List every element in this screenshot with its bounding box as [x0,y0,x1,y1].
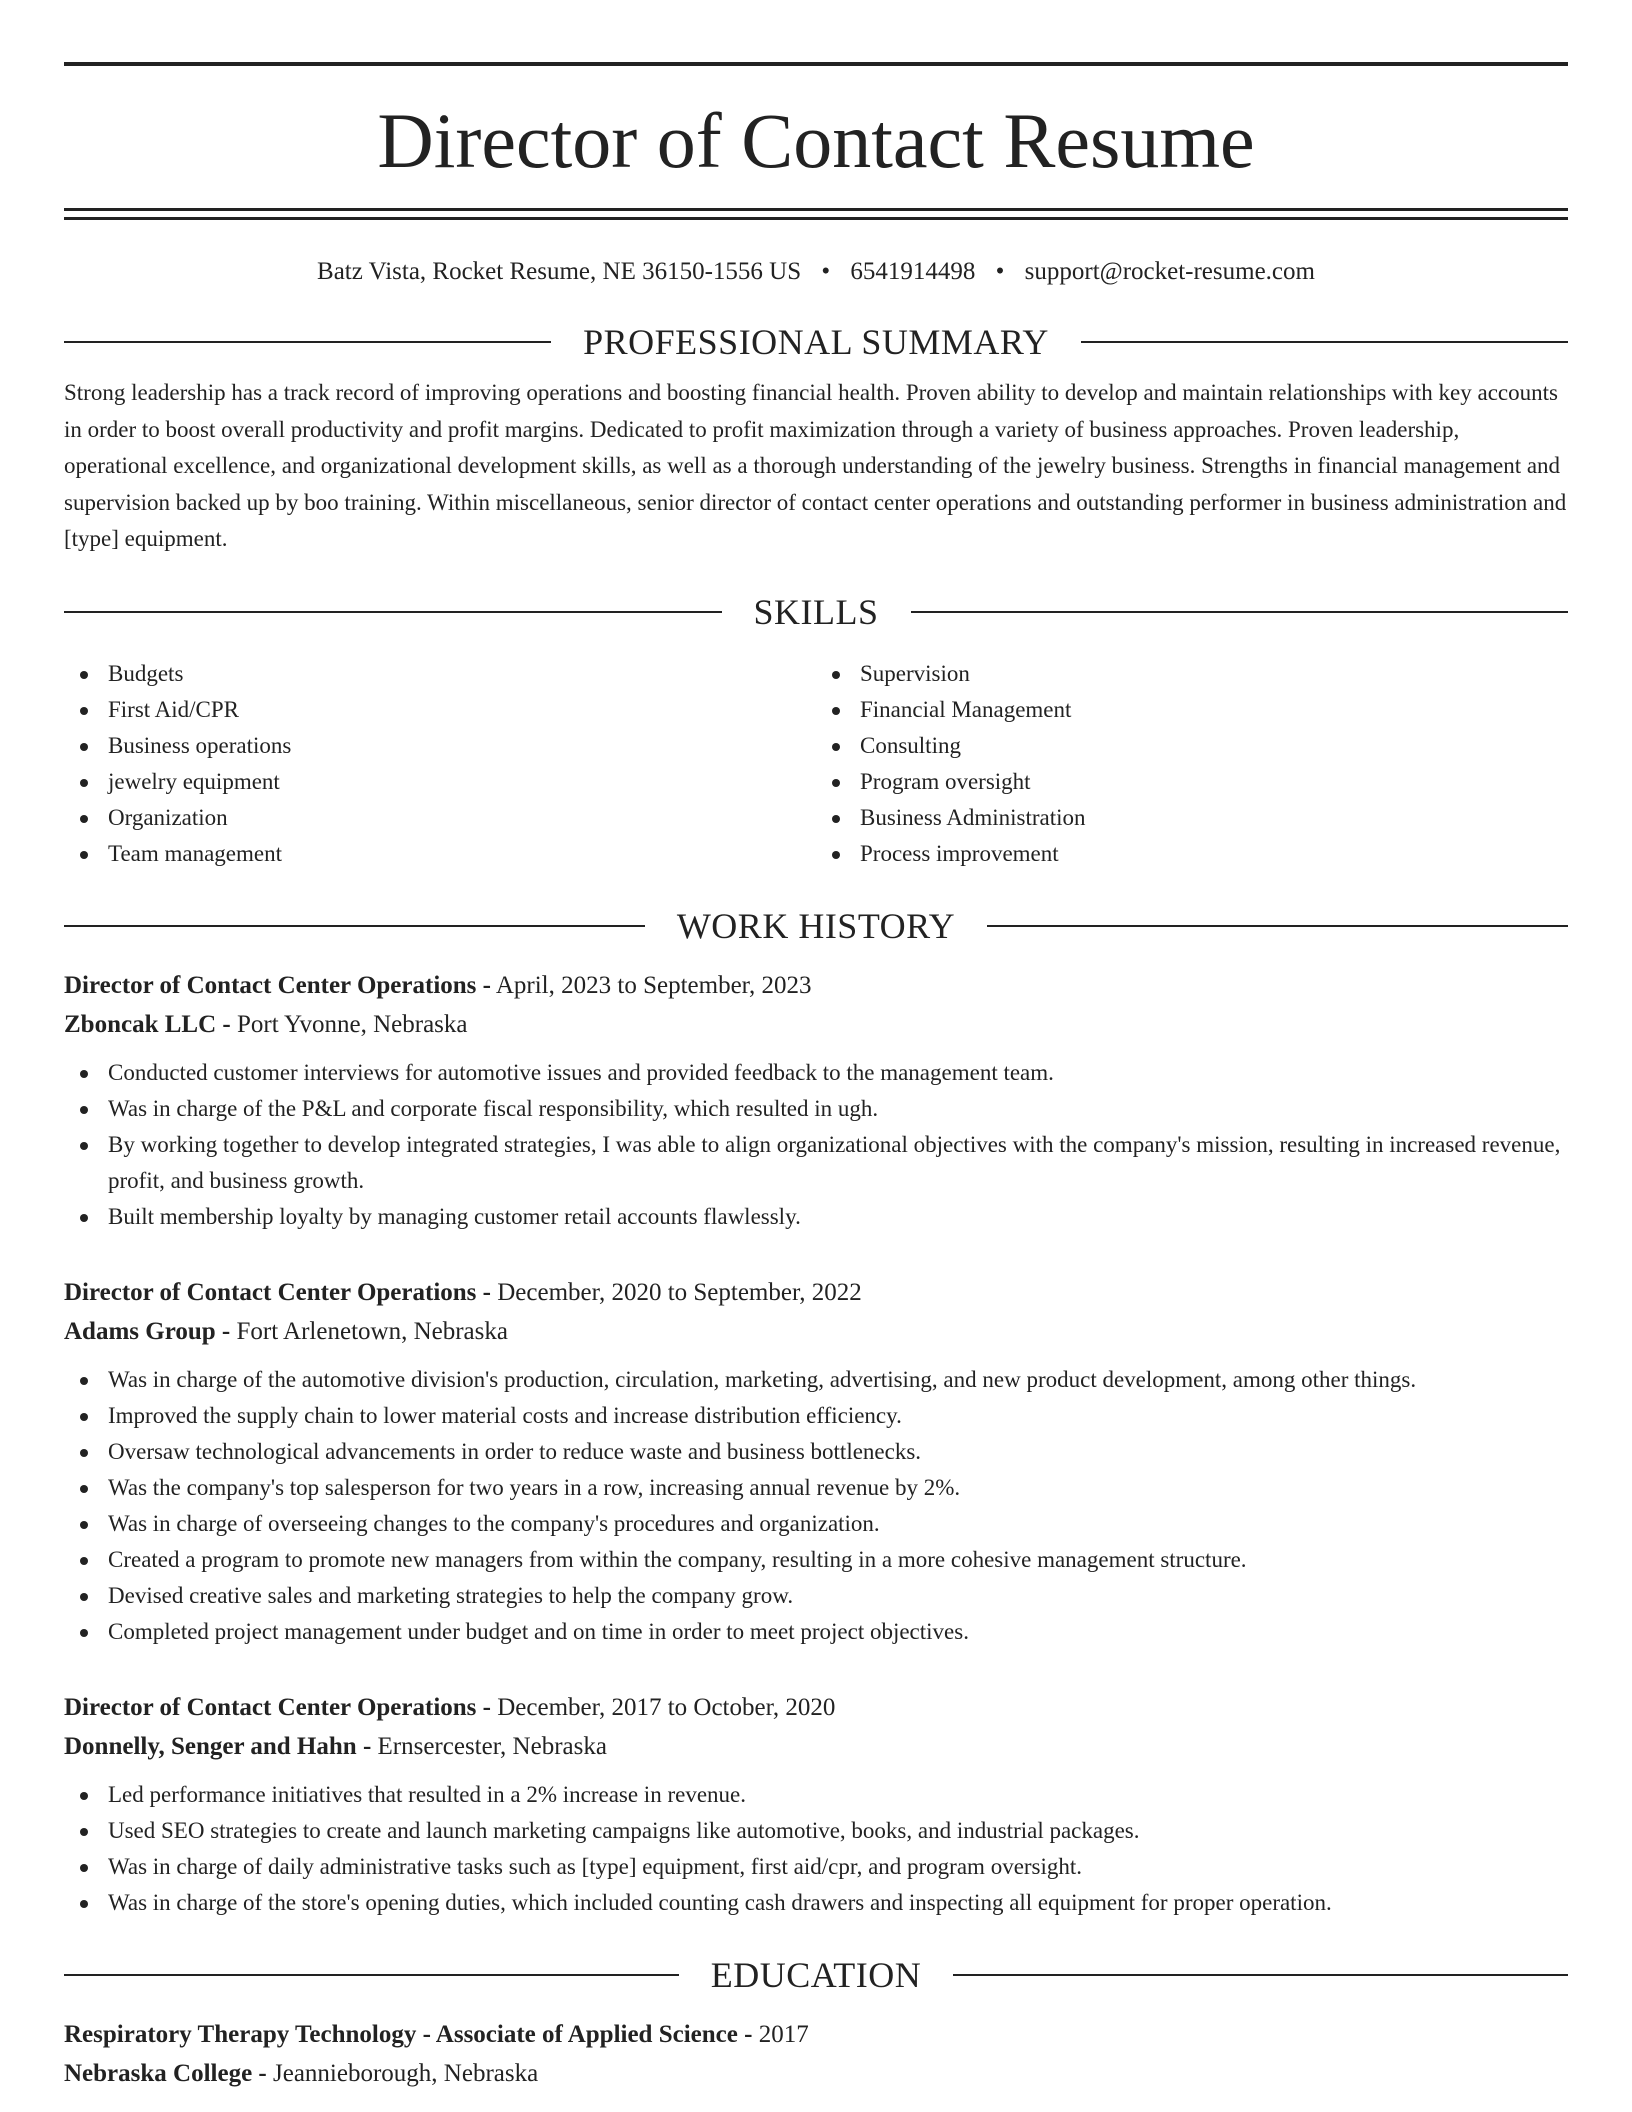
section-heading-skills [64,592,1568,632]
skill-item: First Aid/CPR [64,692,816,728]
job-bullet: Was in charge of the P&L and corporate fiscal responsibility, which resulted in ugh. [64,1091,1568,1127]
dash: - [362,1732,372,1760]
skill-item: Business Administration [816,800,1568,836]
job-title: Director of Contact Center Operations [64,1693,477,1721]
job-company-line [64,1727,1568,1766]
dash: - [482,1693,491,1721]
section-heading-work-history [64,906,1568,946]
skills-list [64,656,1568,872]
job-bullet: Was the company's top salesperson for two years in a row, increasing annual revenue by 2%. [64,1470,1568,1506]
heading-rule [953,1974,1568,1976]
job-title-line [64,1273,1568,1312]
section-title: EDUCATION [710,1954,922,1995]
education-school: Nebraska College [64,2059,253,2087]
skill-item: Supervision [816,656,1568,692]
dash: - [482,971,491,999]
education-school-line [64,2054,1568,2093]
skill-item: Budgets [64,656,816,692]
section-title: PROFESSIONAL SUMMARY [583,322,1049,362]
job-company-line [64,1312,1568,1351]
skills-column-right [816,656,1568,872]
job-entry [64,966,1568,1235]
job-company: Adams Group [64,1317,216,1345]
heading-rule [1081,341,1568,343]
job-title-line [64,966,1568,1005]
dash: - [744,2020,753,2048]
education-entry [64,2015,1568,2093]
heading-rule [64,1974,679,1976]
section-title: SKILLS [753,591,879,632]
job-bullet: Was in charge of the store's opening duties, which included counting cash drawers and inspecting all equipment for proper operation. [64,1885,1568,1921]
job-bullet: Oversaw technological advancements in order to reduce waste and business bottlenecks. [64,1434,1568,1470]
dash: - [222,1010,231,1038]
job-entry [64,1688,1568,1921]
job-bullet: Improved the supply chain to lower material costs and increase distribution efficiency. [64,1398,1568,1434]
skill-item: Process improvement [816,836,1568,872]
heading-rule [64,925,645,927]
job-bullet: Led performance initiatives that resulted in a 2% increase in revenue. [64,1777,1568,1813]
job-bullets [64,1777,1568,1921]
job-title: Director of Contact Center Operations [64,971,477,999]
professional-summary-text: Strong leadership has a track record of improving operations and boosting financial health. Proven ability to develop and maintain relationships with key accounts in order to boost overall productivity and profit margins. Dedicated to profit maximization through a variety of business approaches. Proven leadership, operational excellence, and organizational development skills, as well as a thorough understanding of the jewelry business. Strengths in financial management and supervision backed up by boo training. Within miscellaneous, senior director of contact center operations and outstanding performer in business administration and [type] equipment. [64,380,1567,551]
skill-item: Team management [64,836,816,872]
dash: - [482,1278,491,1306]
dash: - [221,1317,231,1345]
job-bullet: By working together to develop integrated strategies, I was able to align organizational objectives with the company's mission, resulting in increased revenue, profit, and business growth. [64,1127,1568,1199]
dash: - [258,2059,267,2087]
job-bullet: Conducted customer interviews for automotive issues and provided feedback to the management team. [64,1055,1568,1091]
job-dates: December, 2017 to October, 2020 [497,1693,836,1721]
job-company-line [64,1005,1568,1044]
heading-rule [64,341,551,343]
skill-item: Financial Management [816,692,1568,728]
skill-item: Program oversight [816,764,1568,800]
job-bullets [64,1362,1568,1650]
job-bullet: Was in charge of overseeing changes to the company's procedures and organization. [64,1506,1568,1542]
skills-column-left [64,656,816,872]
job-location: Port Yvonne, Nebraska [236,1010,468,1038]
heading-rule [911,611,1569,613]
contact-address: Batz Vista, Rocket Resume, NE 36150-1556 US [317,258,802,285]
title-double-rule [64,208,1568,220]
job-title-line [64,1688,1568,1727]
section-heading-education [64,1955,1568,1995]
job-bullet: Completed project management under budget and on time in order to meet project objectives. [64,1614,1568,1650]
contact-phone: 6541914498 [850,258,976,285]
job-dates: December, 2020 to September, 2022 [497,1278,862,1306]
resume-title: Director of Contact Resume [377,97,1255,184]
job-title: Director of Contact Center Operations [64,1278,477,1306]
job-dates: April, 2023 to September, 2023 [495,971,812,999]
job-bullet: Was in charge of the automotive division's production, circulation, marketing, advertising, and new product development, among other things. [64,1362,1568,1398]
education-degree: Respiratory Therapy Technology - Associate of Applied Science [64,2020,738,2048]
job-entry [64,1273,1568,1650]
job-bullet: Built membership loyalty by managing customer retail accounts flawlessly. [64,1199,1568,1235]
education-year: 2017 [758,2020,809,2048]
heading-rule [987,925,1568,927]
heading-rule [64,611,722,613]
section-heading-summary [64,322,1568,362]
skill-item: Business operations [64,728,816,764]
education-degree-line [64,2015,1568,2054]
job-company: Donnelly, Senger and Hahn [64,1732,357,1760]
skill-item: jewelry equipment [64,764,816,800]
job-bullet: Was in charge of daily administrative tasks such as [type] equipment, first aid/cpr, and program oversight. [64,1849,1568,1885]
job-bullet: Used SEO strategies to create and launch marketing campaigns like automotive, books, and industrial packages. [64,1813,1568,1849]
job-company: Zboncak LLC [64,1010,217,1038]
contact-line [64,256,1568,288]
job-location: Ernsercester, Nebraska [377,1732,607,1760]
skill-item: Consulting [816,728,1568,764]
contact-email[interactable]: support@rocket-resume.com [1024,258,1315,285]
job-location: Fort Arlenetown, Nebraska [236,1317,508,1345]
job-bullet: Devised creative sales and marketing strategies to help the company grow. [64,1578,1568,1614]
section-title: WORK HISTORY [676,905,956,946]
job-bullets [64,1055,1568,1235]
education-location: Jeannieborough, Nebraska [273,2059,539,2087]
job-bullet: Created a program to promote new managers from within the company, resulting in a more cohesive management structure. [64,1542,1568,1578]
contact-separator: • [821,258,831,285]
skill-item: Organization [64,800,816,836]
contact-separator: • [995,258,1005,285]
